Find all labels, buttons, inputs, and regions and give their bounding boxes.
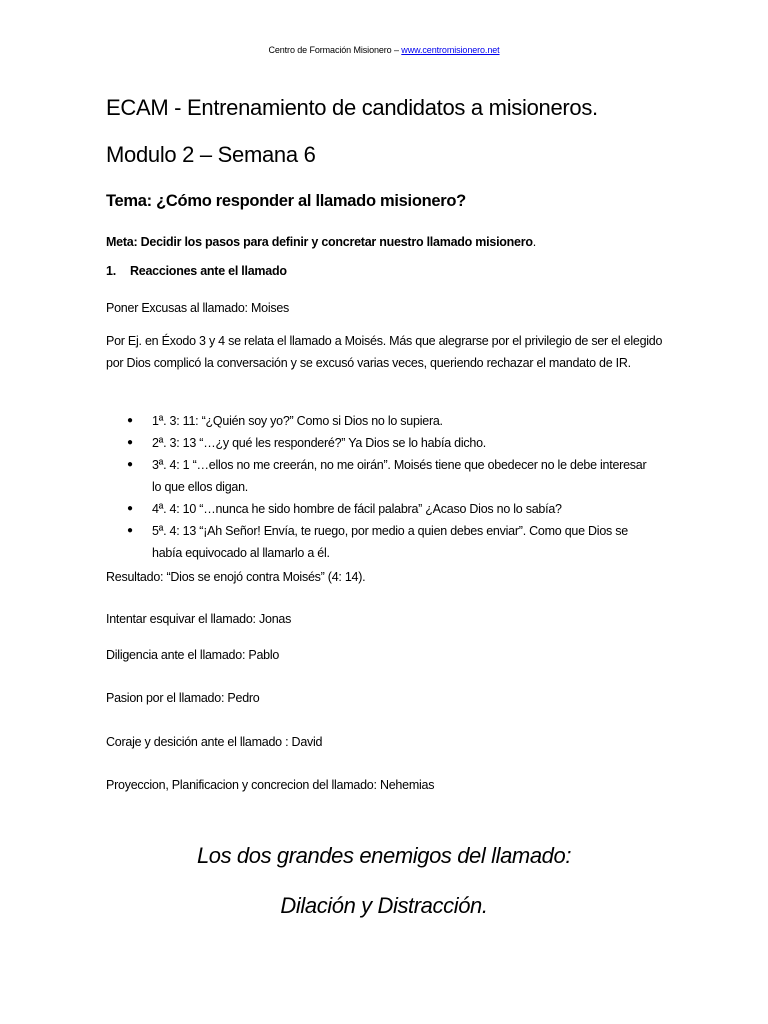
list-item-text: 2ª. 3: 13 “…¿y qué les responderé?” Ya Dios se lo había dicho. [152,436,486,450]
goal-text: Meta: Decidir los pasos para definir y concretar nuestro llamado misionero [106,235,533,249]
bullet-icon: ● [127,459,133,470]
list-item [127,454,647,498]
paragraph-excusas: Poner Excusas al llamado: Moises [106,301,290,315]
module-week-title: Modulo 2 – Semana 6 [106,142,316,167]
header-text: Centro de Formación Misionero – [268,45,402,55]
list-item-text: 5ª. 4: 13 “¡Ah Señor! Envía, te ruego, por medio a quien debes enviar”. Como que Dios se había equivocado al llamarlo a él. [152,524,628,560]
list-item-text: 3ª. 4: 1 “…ellos no me creerán, no me oirán”. Moisés tiene que obedecer no le debe interesar lo que ellos digan. [152,458,647,494]
list-item [127,410,647,432]
header-website-link[interactable]: www.centromisionero.net [401,45,500,55]
document-title: ECAM - Entrenamiento de candidatos a misioneros. [106,95,598,120]
bullet-icon: ● [127,525,133,536]
goal-line [106,235,536,249]
reaction-line: Pasion por el llamado: Pedro [106,691,260,705]
topic-heading: Tema: ¿Cómo responder al llamado misionero? [106,192,466,210]
reaction-line: Coraje y desición ante el llamado : David [106,735,323,749]
reaction-line: Intentar esquivar el llamado: Jonas [106,612,292,626]
list-item-text: 4ª. 4: 10 “…nunca he sido hombre de fácil palabra” ¿Acaso Dios no lo sabía? [152,502,562,516]
list-item [127,432,647,454]
page-header [0,45,768,55]
section-title: Reacciones ante el llamado [130,264,287,278]
list-item [127,498,647,520]
reaction-line: Diligencia ante el llamado: Pablo [106,648,280,662]
bullet-icon: ● [127,437,133,448]
closing-statement: Los dos grandes enemigos del llamado: [196,843,572,868]
bullet-icon: ● [127,415,133,426]
list-item-text: 1ª. 3: 11: “¿Quién soy yo?” Como si Dios no lo supiera. [152,414,443,428]
reaction-line: Proyeccion, Planificacion y concrecion del llamado: Nehemias [106,778,435,792]
bullet-icon: ● [127,503,133,514]
section-heading [106,264,287,278]
goal-period: . [532,235,536,249]
closing-enemies: Dilación y Distracción. [280,893,488,918]
paragraph-example: Por Ej. en Éxodo 3 y 4 se relata el llamado a Moisés. Más que alegrarse por el privilegio de ser el elegido por Dios complicó la conversación y se excusó varias veces, queriendo rechazar el mandato de IR. [106,334,663,370]
bullet-list [127,410,647,564]
paragraph-result: Resultado: “Dios se enojó contra Moisés” (4: 14). [106,570,366,584]
list-item [127,520,647,564]
section-number: 1. [106,264,116,278]
